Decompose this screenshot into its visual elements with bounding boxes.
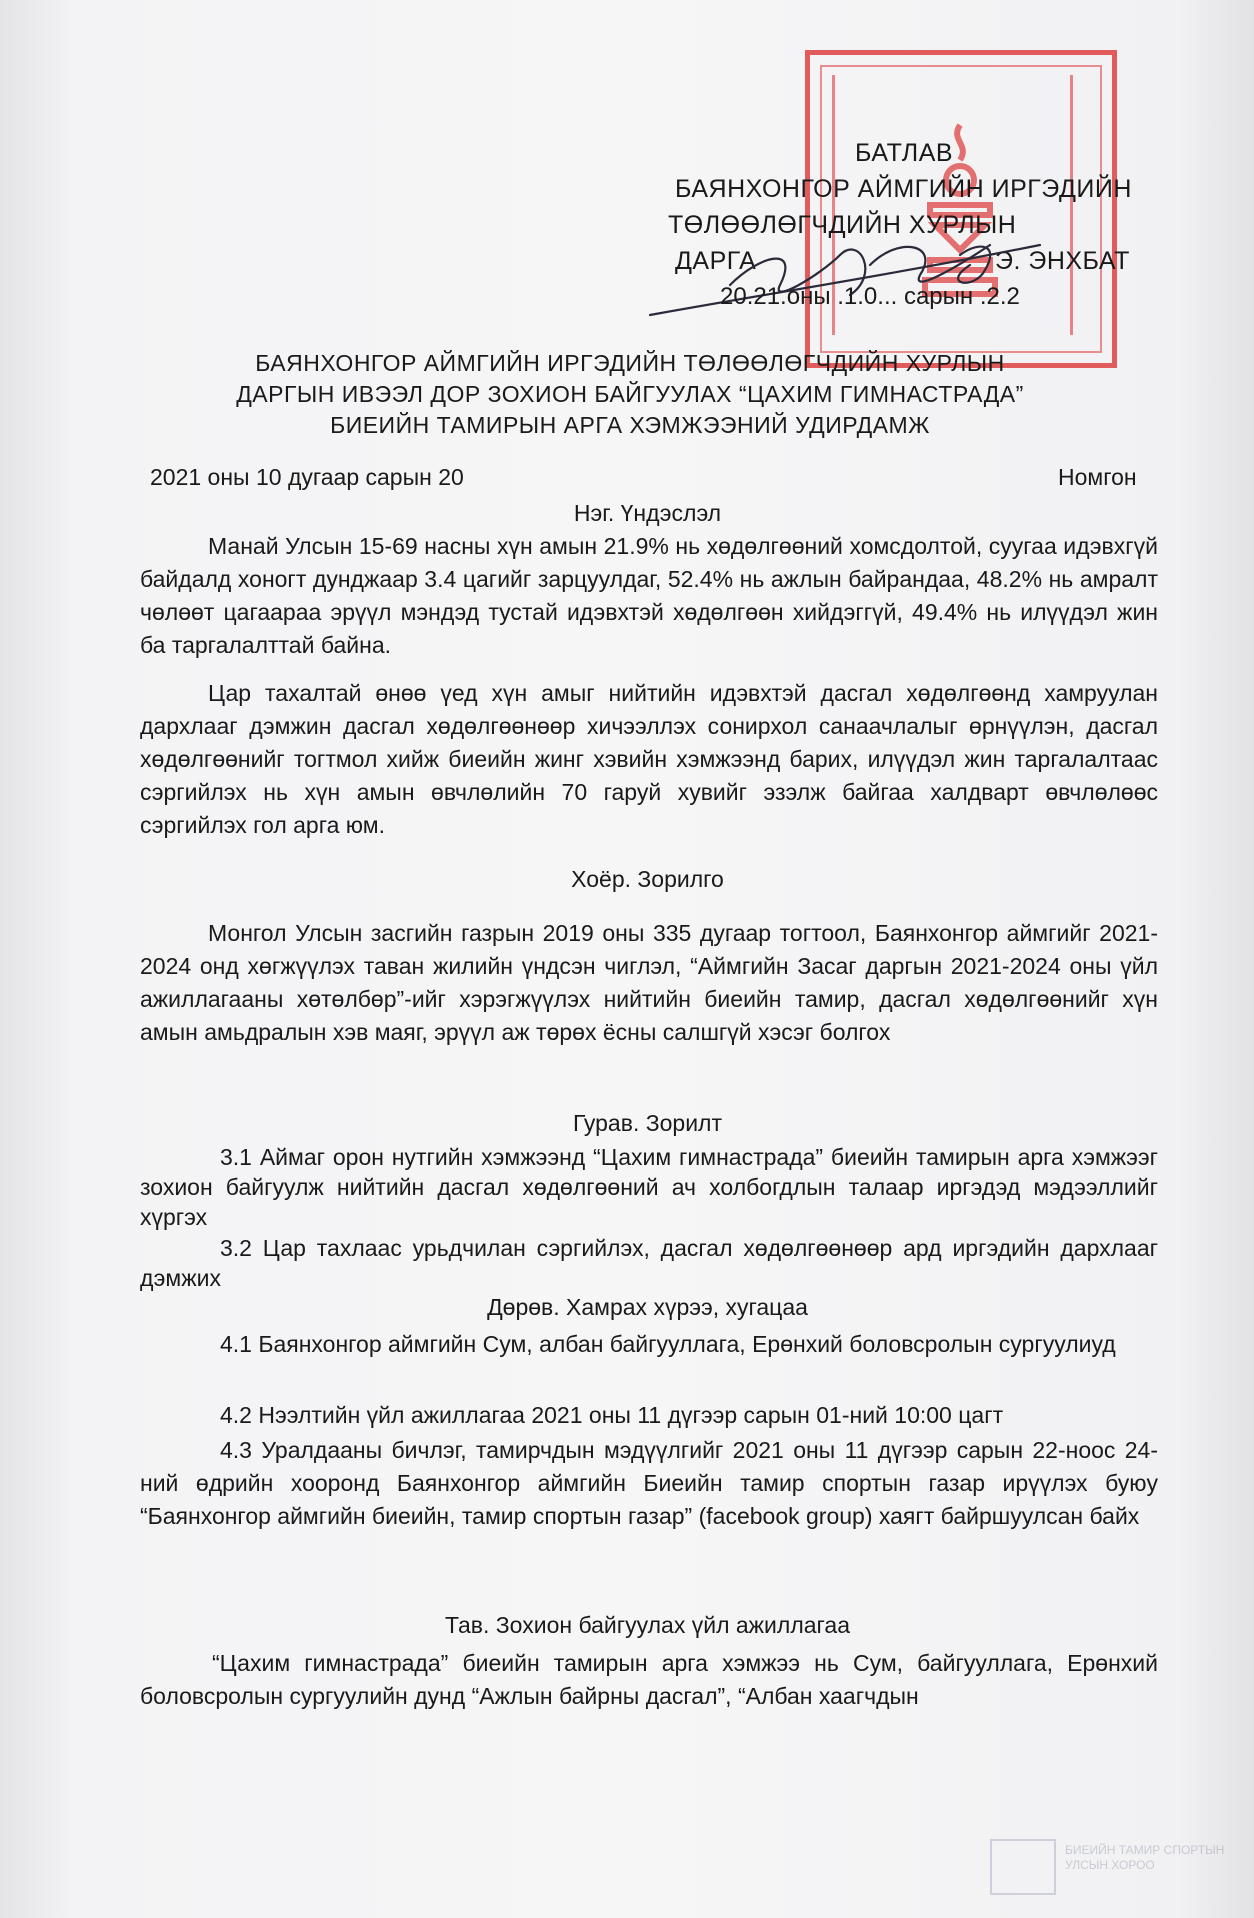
title-line-1: БАЯНХОНГОР АЙМГИЙН ИРГЭДИЙН ТӨЛӨӨЛӨГЧДИЙН ХУРЛЫН (255, 350, 1005, 376)
section-5-paragraph-1: “Цахим гимнастрада” биеийн тамирын арга хэмжээ нь Сум, байгууллага, Ерөнхий боловсролын сургуулийн дунд “Ажлын байрны дасгал”, “Албан хаагчдын (140, 1650, 1158, 1709)
section-2-paragraph-1: Монгол Улсын засгийн газрын 2019 оны 335 дугаар тогтоол, Баянхонгор аймгийг 2021-2024 онд хөгжүүлэх таван жилийн үндсэн чиглэл, “Аймгийн Засаг даргын 2021-2024 оны үйл ажиллагааны хөтөлбөр”-ийг хэрэгжүүлэх нийтийн биеийн тамир, дасгал хөдөлгөөнийг хүн амын амьдралын хэв маяг, эрүүл аж төрөх ёсны салшгүй хэсэг болгох (140, 920, 1158, 1045)
footer-logo (990, 1835, 1240, 1895)
section-4-heading: Дөрөв. Хамрах хүрээ, хугацаа (487, 1294, 808, 1320)
section-4-item-3: 4.3 Уралдааны бичлэг, тамирчдын мэдүүлгийг 2021 оны 11 дүгээр сарын 22-ноос 24-ний өдрийн хооронд Баянхонгор аймгийн Биеийн тамир спортын газар ирүүлэх буюу “Баянхонгор аймгийн биеийн, тамир спортын газар” (facebook group) хаягт байршуулсан байх (140, 1437, 1158, 1529)
committee-emblem-icon (990, 1839, 1056, 1895)
section-3-item-2: 3.2 Цар тахлаас урьдчилан сэргийлэх, дасгал хөдөлгөөнөөр ард иргэдийн дархлааг дэмжих (140, 1235, 1158, 1291)
section-1-paragraph-1: Манай Улсын 15-69 насны хүн амын 21.9% нь хөдөлгөөний хомсдолтой, суугаа идэвхгүй байдалд хоногт дунджаар 3.4 цагийг зарцуулдаг, 52.4% нь ажлын байрандаа, 48.2% нь амралт чөлөөт цагаараа эрүүл мэндэд тустай идэвхтэй хөдөлгөөн хийдэггүй, 49.4% нь илүүдэл жин ба таргалалттай байна. (140, 533, 1158, 658)
approval-org-line2: ТӨЛӨӨЛӨГЧДИЙН ХУРЛЫН (668, 211, 1017, 239)
section-4-item-2: 4.2 Нээлтийн үйл ажиллагаа 2021 оны 11 дүгээр сарын 01-ний 10:00 цагт (220, 1402, 1004, 1428)
section-4-item-1: 4.1 Баянхонгор аймгийн Сум, албан байгууллага, Ерөнхий боловсролын сургуулиуд (220, 1331, 1116, 1357)
document-date: 2021 оны 10 дугаар сарын 20 (150, 464, 464, 490)
title-line-3: БИЕИЙН ТАМИРЫН АРГА ХЭМЖЭЭНИЙ УДИРДАМЖ (330, 412, 930, 438)
approval-org-line1: БАЯНХОНГОР АЙМГИЙН ИРГЭДИЙН (675, 175, 1132, 203)
approval-signer-name: Э. ЭНХБАТ (995, 247, 1130, 275)
section-1-paragraph-2: Цар тахалтай өнөө үед хүн амыг нийтийн идэвхтэй дасгал хөдөлгөөнд хамруулан дархлааг дэмжин дасгал хөдөлгөөнөөр хичээллэх сонирхол санаачлалыг өрнүүлэн, дасгал хөдөлгөөнийг тогтмол хийж биеийн жинг хэвийн хэмжээнд барих, илүүдэл жин таргалалтаас сэргийлэх нь хүн амын өвчлөлийн 70 гаруй хувийг эзэлж байгаа халдварт өвчлөлөөс сэргийлэх гол арга юм. (140, 680, 1158, 838)
approval-role: ДАРГА (675, 247, 757, 275)
document-title (140, 348, 1120, 441)
section-1-heading: Нэг. Үндэслэл (573, 500, 722, 526)
title-line-2: ДАРГЫН ИВЭЭЛ ДОР ЗОХИОН БАЙГУУЛАХ “ЦАХИМ ГИМНАСТРАДА” (236, 381, 1024, 407)
section-2-heading: Хоёр. Зорилго (571, 866, 724, 892)
document-place: Номгон (1058, 464, 1137, 490)
footer-logo-text: БИЕИЙН ТАМИР СПОРТЫН УЛСЫН ХОРОО (1065, 1843, 1225, 1872)
approval-date: 20.21.оны .1.0... сарын .2.2 (720, 283, 1020, 310)
section-3-item-1: 3.1 Аймаг орон нутгийн хэмжээнд “Цахим гимнастрада” биеийн тамирын арга хэмжээг зохион байгуулж нийтийн дасгал хөдөлгөөний ач холбогдлын талаар иргэдэд мэдээллийг хүргэх (140, 1144, 1158, 1230)
section-3-heading: Гурав. Зорилт (572, 1110, 723, 1136)
section-5-heading: Тав. Зохион байгуулах үйл ажиллагаа (444, 1612, 850, 1638)
approval-title: БАТЛАВ (855, 139, 954, 167)
